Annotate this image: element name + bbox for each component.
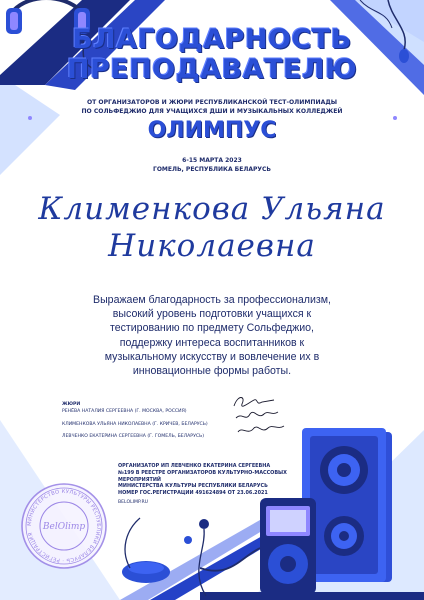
event-location: ГОМЕЛЬ, РЕСПУБЛИКА БЕЛАРУСЬ (153, 165, 271, 173)
stamp-ring-text: МИНИСТЕРСТВО КУЛЬТУРЫ РЕСПУБЛИКИ БЕЛАРУСЬ · РЕГИСТРАЦИЯ (26, 488, 102, 564)
gratitude-line: музыкальному искусству и вовлечение их в (104, 350, 320, 363)
jury-heading: ЖЮРИ (62, 402, 81, 407)
gratitude-text (60, 293, 364, 378)
organizer-info-line: №199 В РЕЕСТРЕ ОРГАНИЗАТОРОВ КУЛЬТУРНО-МАССОВЫХ МЕРОПРИЯТИЙ (118, 469, 287, 483)
music-equipment-illustration (200, 408, 424, 600)
organizers-line-2: ПО СОЛЬФЕДЖИО ДЛЯ УЧАЩИХСЯ ДШИ И МУЗЫКАЛЬНЫХ КОЛЛЕДЖЕЙ (81, 107, 343, 115)
organizers-line-1: ОТ ОРГАНИЗАТОРОВ И ЖЮРИ РЕСПУБЛИКАНСКОЙ ТЕСТ-ОЛИМПИАДЫ (86, 99, 338, 106)
website-link[interactable]: BELOLIMP.RU (118, 500, 149, 505)
organizer-info-line: ОРГАНИЗАТОР ИП ЛЕВЧЕНКО ЕКАТЕРИНА СЕРГЕЕВНА (118, 463, 271, 469)
olympiad-name: ОЛИМПУС (147, 118, 277, 143)
title-line-2: ПРЕПОДАВАТЕЛЮ (66, 54, 358, 85)
gratitude-line: Выражаем благодарность за профессионализм, (93, 294, 331, 306)
title-line-1: БЛАГОДАРНОСТЬ (72, 24, 352, 55)
organizers-text (40, 99, 384, 116)
recipient-name-line-2: Николаевна (108, 228, 316, 264)
jury-member: КЛИМЕНКОВА УЛЬЯНА НИКОЛАЕВНА (Г. КРИЧЕВ, БЕЛАРУСЬ) (62, 421, 208, 427)
earbuds-icon (110, 510, 220, 600)
gratitude-line: высокий уровень подготовки учащихся к (112, 308, 312, 321)
organizer-info-line: НОМЕР ГОС.РЕГИСТРАЦИИ 491624894 ОТ 23.06.2021 (118, 490, 268, 497)
gratitude-line: поддержку интереса воспитанников к (119, 336, 305, 349)
stamp-icon (20, 482, 108, 570)
recipient-name-line-1: Клименкова Ульяна (38, 191, 386, 227)
gratitude-line: инновационные формы работы. (132, 365, 292, 378)
event-dates (0, 157, 424, 174)
gratitude-line: тестированию по предмету Сольфеджио, (109, 322, 314, 335)
event-dates-line-1: 6-15 МАРТА 2023 (182, 157, 242, 164)
stamp-inner-text: BelOlimp (42, 522, 86, 532)
organizer-info-line: МИНИСТЕРСТВА КУЛЬТУРЫ РЕСПУБЛИКИ БЕЛАРУСЬ (118, 483, 268, 490)
jury-member: ЛЕВЧЕНКО ЕКАТЕРИНА СЕРГЕЕВНА (Г. ГОМЕЛЬ, БЕЛАРУСЬ) (62, 434, 205, 439)
jury-member: РЕНЁВА НАТАЛИЯ СЕРГЕЕВНА (Г. МОСКВА, РОССИЯ) (62, 409, 187, 414)
music-player-icon (260, 498, 316, 594)
